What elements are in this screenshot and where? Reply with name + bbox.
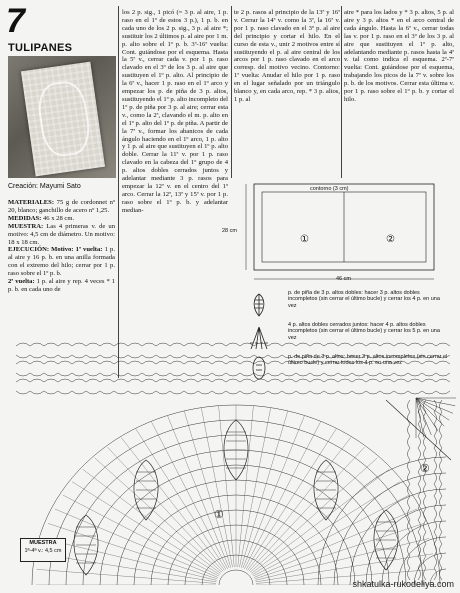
- schematic-left-label: 28 cm: [222, 228, 237, 234]
- motif1-spoke: [247, 438, 350, 571]
- pattern-title: TULIPANES: [8, 42, 73, 54]
- motif1-spoke: [48, 523, 217, 578]
- motif1-spoke: [37, 569, 216, 583]
- layout-schematic: [240, 178, 450, 288]
- border-column: [440, 400, 443, 580]
- chart-motif-1-label: ①: [214, 509, 224, 521]
- col1-lead: MEDIDAS:: [8, 214, 42, 222]
- motif1-spoke: [255, 538, 429, 580]
- motif1-spoke: [136, 429, 226, 569]
- text-column-2: los 2 p. sig., 1 picó (= 3 p. al aire, 1 p. raso en el 1º de estos 3 p.), 1 p. b. en cada uno de los 2 p. sig., 3 p. al aire *; sustituir los 2 últimos p. al aire por 1 m. p. alto sobre el 1º p. b. 3ª-16ª vuelta: Cont. guiándose por el esquema. Hasta la 5ª v., cerrar cada v. por 1 p. raso clavado en el 3º de los 3 p. al aire que sustituyen el 1º p. alto. Al principio de la 6ª v., hacer 1 p. raso en el 1º arco y empezar los p. de piña de 3 p. altos, sustituyendo el 1º p. alto incompleto del 1º p. de piña por 3 p. al aire; cerrar esta v., como la 2ª, clavando el m. p. alto en el 1º p. alto del 1º p. de piña. A partir de la 7ª v., formar los abanicos de cada ángulo haciendo en el 1º arco, 1 p. alto y 1 p. al aire que sustituyen el 1º p. alto doble. Cerrar la 11ª v. por 1 p. raso clavado en la cabeza del 1º grupo de 4 p. altos dobles cerrados juntos y adelantar mediante 3 p. rasos para empezar la 12ª v. en el centro del 1º arco. Cerrar la 12ª, 13ª y 15ª v. por 1 p. raso sobre el 1º p. b. y adelantar median-: [122, 9, 228, 214]
- col1-lead: 2ª vuelta:: [8, 278, 35, 286]
- col1-paragraph: [8, 278, 115, 294]
- schematic-motif-1: ①: [300, 234, 309, 245]
- text-column-4: aire * para los lados y * 3 p. altos, 5 p. al aire y 3 p. altos * en el arco central de cada ángulo. Hasta la 6ª v., cerrar todas las v. por 1 p. raso en el 3º de los 3 p. al aire que sustituyen el 1º p. alto, adelantando mediante p. rasos hasta la 4ª v. tal como indica el esquema. 2ª-7ª vuelta: Cont. guiándose por el esquema, trabajando los picos de la 7ª v. sobre los p. b. de los motivos. Cerrar esta última v. por 1 p. raso sobre el 1º p. b. y cortar el hilo.: [344, 9, 454, 103]
- text-column-3: te 2 p. rasos al principio de la 13ª y 16ª v. Cerrar la 14ª v. como la 3ª, la 16ª v. por 1 p. raso clavado en el 3º p. al aire del principio y cortar el hilo. En el curso de esta v., unir 2 motivos entre sí sustituyendo el p. al aire central de los arcos por 1 p. raso clavado en el arco corresp. del motivo vecino. Contorno: 1ª vuelta: Anudar el hilo por 1 p. raso en el lugar señalado por un triángulo blanco y, en cada arco, rep. * 3 p. altos, 1 p. al: [234, 9, 340, 103]
- border-row: [16, 373, 450, 376]
- schematic-bottom-label: 46 cm: [336, 276, 351, 282]
- corner-fan-stitch: [416, 398, 444, 426]
- motif1-spoke: [252, 482, 399, 575]
- border-row: [16, 355, 450, 358]
- col1-paragraph: [8, 223, 115, 247]
- motif1-spoke: [238, 406, 254, 567]
- border-column: [424, 400, 427, 580]
- motif1-spoke: [72, 482, 219, 575]
- text-column-1: [8, 199, 115, 294]
- motif1-round: [219, 570, 253, 585]
- col1-paragraph: [8, 199, 115, 215]
- designer-credit: Creación: Mayumi Sato: [8, 183, 81, 190]
- legend-item-1: p. de piña de 3 p. altos dobles: hacer 3 p. altos dobles incompletos (sin cerrar el último bucle) y cerrar los 4 p. en una vez: [288, 290, 440, 309]
- crochet-chart: [6, 340, 456, 585]
- motif1-spoke: [63, 495, 219, 576]
- schematic-motif-2: ②: [386, 234, 395, 245]
- column-divider: [231, 6, 232, 178]
- symbol-puff-3dc-icon: [244, 290, 274, 320]
- chart-motif-2-label: ②: [420, 463, 430, 475]
- col1-text: 1 p. al aire y 16 p. b. en una anilla formada con el extremo del hilo; cerrar por 1 p. raso sobre el 1º p. b.: [8, 246, 116, 278]
- sample-box: [20, 538, 66, 562]
- border-row: [16, 343, 450, 346]
- schematic-top-label: contorno (3 cm): [310, 186, 349, 192]
- motif1-spoke: [107, 447, 223, 571]
- col1-lead: MUESTRA:: [8, 222, 44, 230]
- border-row: [16, 379, 450, 382]
- watermark: shkatulka-rukodeliya.com: [352, 579, 454, 589]
- photo-doily: [8, 56, 116, 178]
- motif1-spoke: [253, 495, 409, 576]
- border-row: [16, 391, 450, 394]
- motif1-spoke: [55, 509, 218, 577]
- col1-lead: EJECUCIÓN: Motivo: 1ª vuelta:: [8, 246, 103, 254]
- motif1-spoke: [184, 411, 231, 567]
- motif1-spoke: [219, 406, 235, 567]
- sample-title: MUESTRA: [29, 540, 57, 546]
- motif2-round: [334, 473, 446, 585]
- col1-text: 1 p. al aire y rep. 4 veces * 1 p. b. en cada uno de: [8, 278, 116, 293]
- motif1-spoke: [241, 411, 288, 567]
- pattern-number: 7: [6, 2, 25, 40]
- border-row: [16, 361, 450, 364]
- sample-text: 1ª-4ª v.: 4,5 cm: [24, 548, 62, 554]
- motif1-spoke: [43, 538, 217, 580]
- column-divider: [341, 6, 342, 178]
- col1-paragraph: [8, 215, 115, 223]
- col1-lead: MATERIALES:: [8, 199, 55, 206]
- legend-item-2: 4 p. altos dobles cerrados juntos: hacer 4 p. altos dobles incompletos (sin cerrar el último bucle) y cerrar los 5 p. en una vez: [288, 322, 440, 341]
- join-line: [386, 400, 451, 460]
- motif1-spoke: [249, 447, 365, 571]
- col1-text: Las 4 primeras v. de un motivo: 4,5 cm de diámetro. Un motivo: 18 x 18 cm.: [8, 222, 115, 246]
- legend-item-3: p. de piña de 3 p. altos: hacer 3 p. altos incompletos (sin cerrar el último bucle) y cerrar todos los 4 p. en una vez: [288, 354, 448, 367]
- motif1-spoke: [121, 438, 224, 571]
- col1-text: 46 x 28 cm.: [41, 214, 75, 222]
- column-divider: [118, 6, 119, 378]
- motif1-spoke: [254, 509, 417, 577]
- col1-text: 75 g de cordonnet nº 20, blanco; ganchillo de acero nº 1,25.: [8, 199, 115, 214]
- motif1-spoke: [246, 429, 336, 569]
- col1-paragraph: [8, 246, 115, 278]
